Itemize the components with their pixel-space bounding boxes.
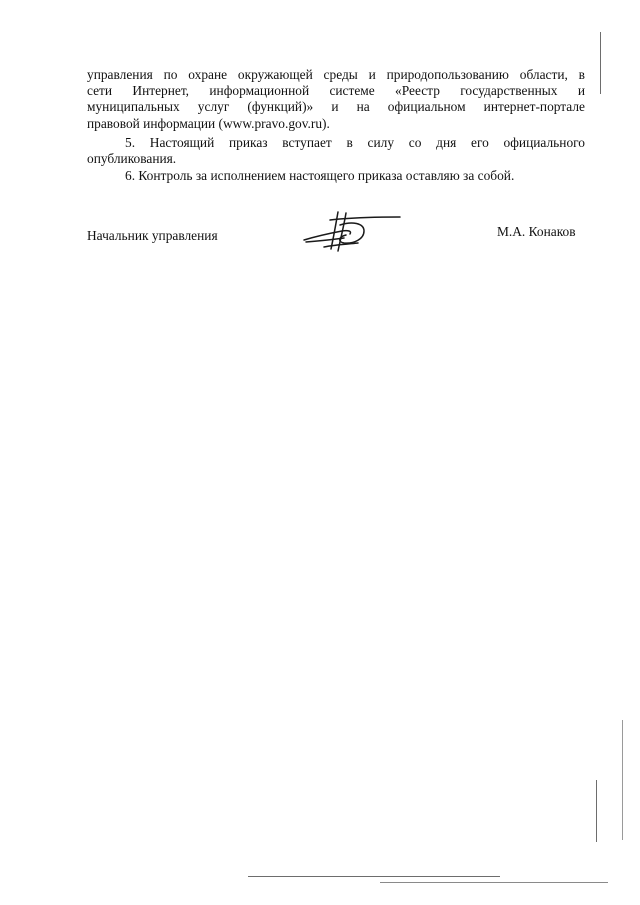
item-6-line-1: 6. Контроль за исполнением настоящего приказа оставляю за собой. <box>125 168 515 183</box>
handwritten-signature <box>300 207 404 257</box>
paragraph-line-2: сети Интернет, информационной системе «Реестр государственных и <box>87 83 585 98</box>
scan-bottom-line-2 <box>380 882 608 883</box>
paragraph-line-1: управления по охране окружающей среды и природопользованию области, в <box>87 67 585 82</box>
position-title: Начальник управления <box>87 228 218 243</box>
paragraph-line-4: правовой информации (www.pravo.gov.ru). <box>87 116 330 131</box>
item-5-line-2: опубликования. <box>87 151 177 166</box>
scan-edge-mark-top <box>600 32 601 94</box>
signer-name: М.А. Конаков <box>497 224 576 239</box>
scan-edge-mark-right <box>596 780 597 842</box>
paragraph-line-3: муниципальных услуг (функций)» и на официальном интернет-портале <box>87 99 585 114</box>
item-5-line-1: 5. Настоящий приказ вступает в силу со дня его официального <box>125 135 585 150</box>
scan-edge-mark-far-right <box>622 720 623 840</box>
scan-bottom-line-1 <box>248 876 500 877</box>
